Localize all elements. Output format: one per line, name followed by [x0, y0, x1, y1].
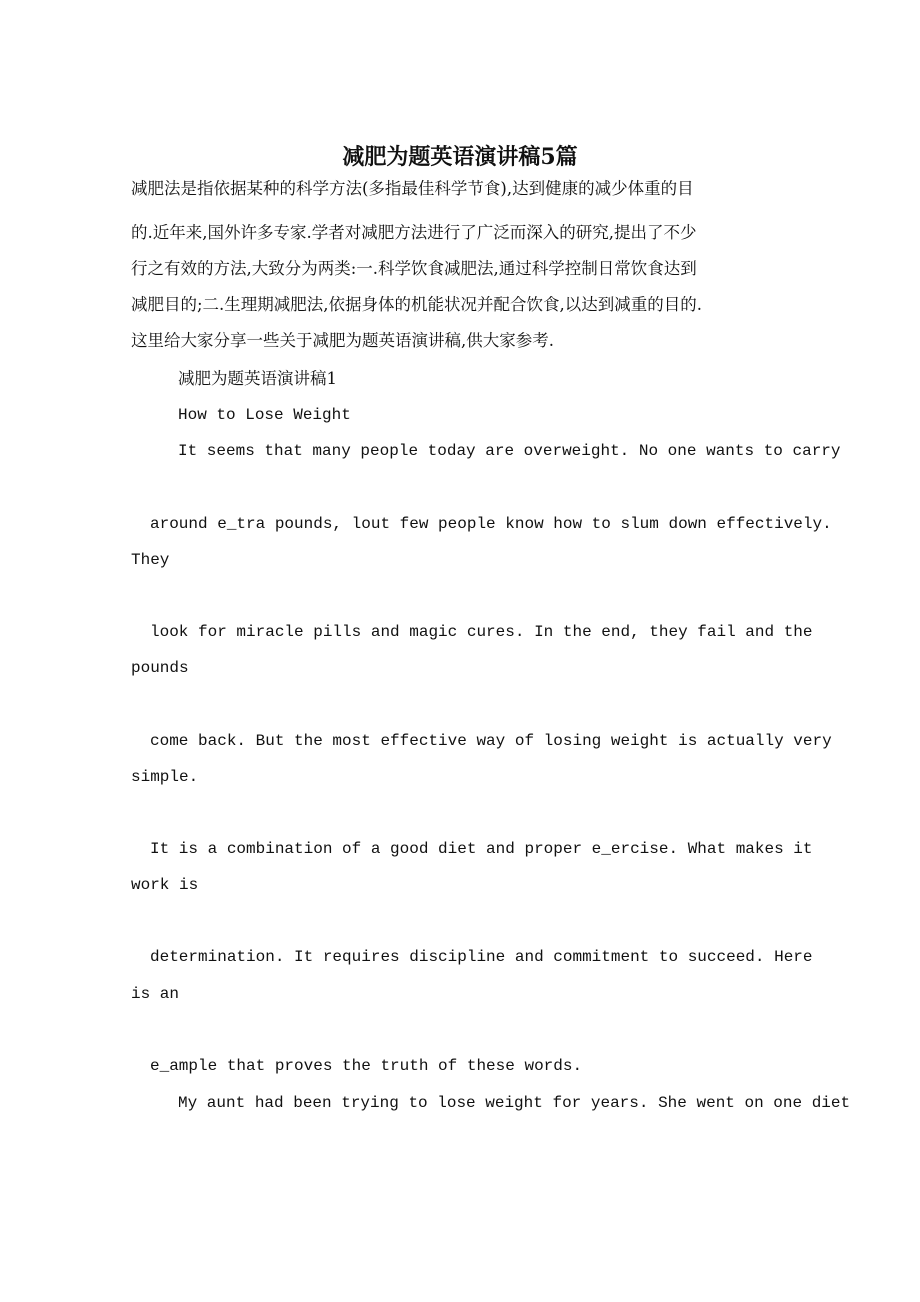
body-line: around e_tra pounds, lout few people know how to slum down effectively.: [150, 515, 832, 533]
body-line: determination. It requires discipline and commitment to succeed. Here: [150, 948, 813, 966]
intro-line: 减肥法是指依据某种的科学方法(多指最佳科学节食),达到健康的减少体重的目: [131, 179, 694, 198]
body-line: My aunt had been trying to lose weight for years. She went on one diet: [178, 1094, 851, 1112]
body-line: simple.: [131, 768, 199, 786]
body-line: work is: [131, 876, 199, 894]
body-line: It seems that many people today are overweight. No one wants to carry: [178, 442, 841, 460]
speech-title: How to Lose Weight: [178, 406, 351, 424]
intro-line: 减肥目的;二.生理期减肥法,依据身体的机能状况并配合饮食,以达到减重的目的.: [131, 295, 703, 314]
body-line: come back. But the most effective way of losing weight is actually very: [150, 732, 832, 750]
intro-line: 行之有效的方法,大致分为两类:一.科学饮食减肥法,通过科学控制日常饮食达到: [131, 259, 697, 278]
document-title: 减肥为题英语演讲稿5篇: [342, 144, 578, 170]
body-line: They: [131, 551, 170, 569]
intro-line: 这里给大家分享一些关于减肥为题英语演讲稿,供大家参考.: [131, 331, 554, 350]
body-line: It is a combination of a good diet and proper e_ercise. What makes it: [150, 840, 813, 858]
body-line: e_ample that proves the truth of these words.: [150, 1057, 583, 1075]
section-heading: 减肥为题英语演讲稿1: [178, 369, 337, 388]
body-line: look for miracle pills and magic cures. In the end, they fail and the: [150, 623, 813, 641]
intro-line: 的.近年来,国外许多专家.学者对减肥方法进行了广泛而深入的研究,提出了不少: [131, 223, 697, 242]
body-line: is an: [131, 985, 180, 1003]
body-line: pounds: [131, 659, 189, 677]
